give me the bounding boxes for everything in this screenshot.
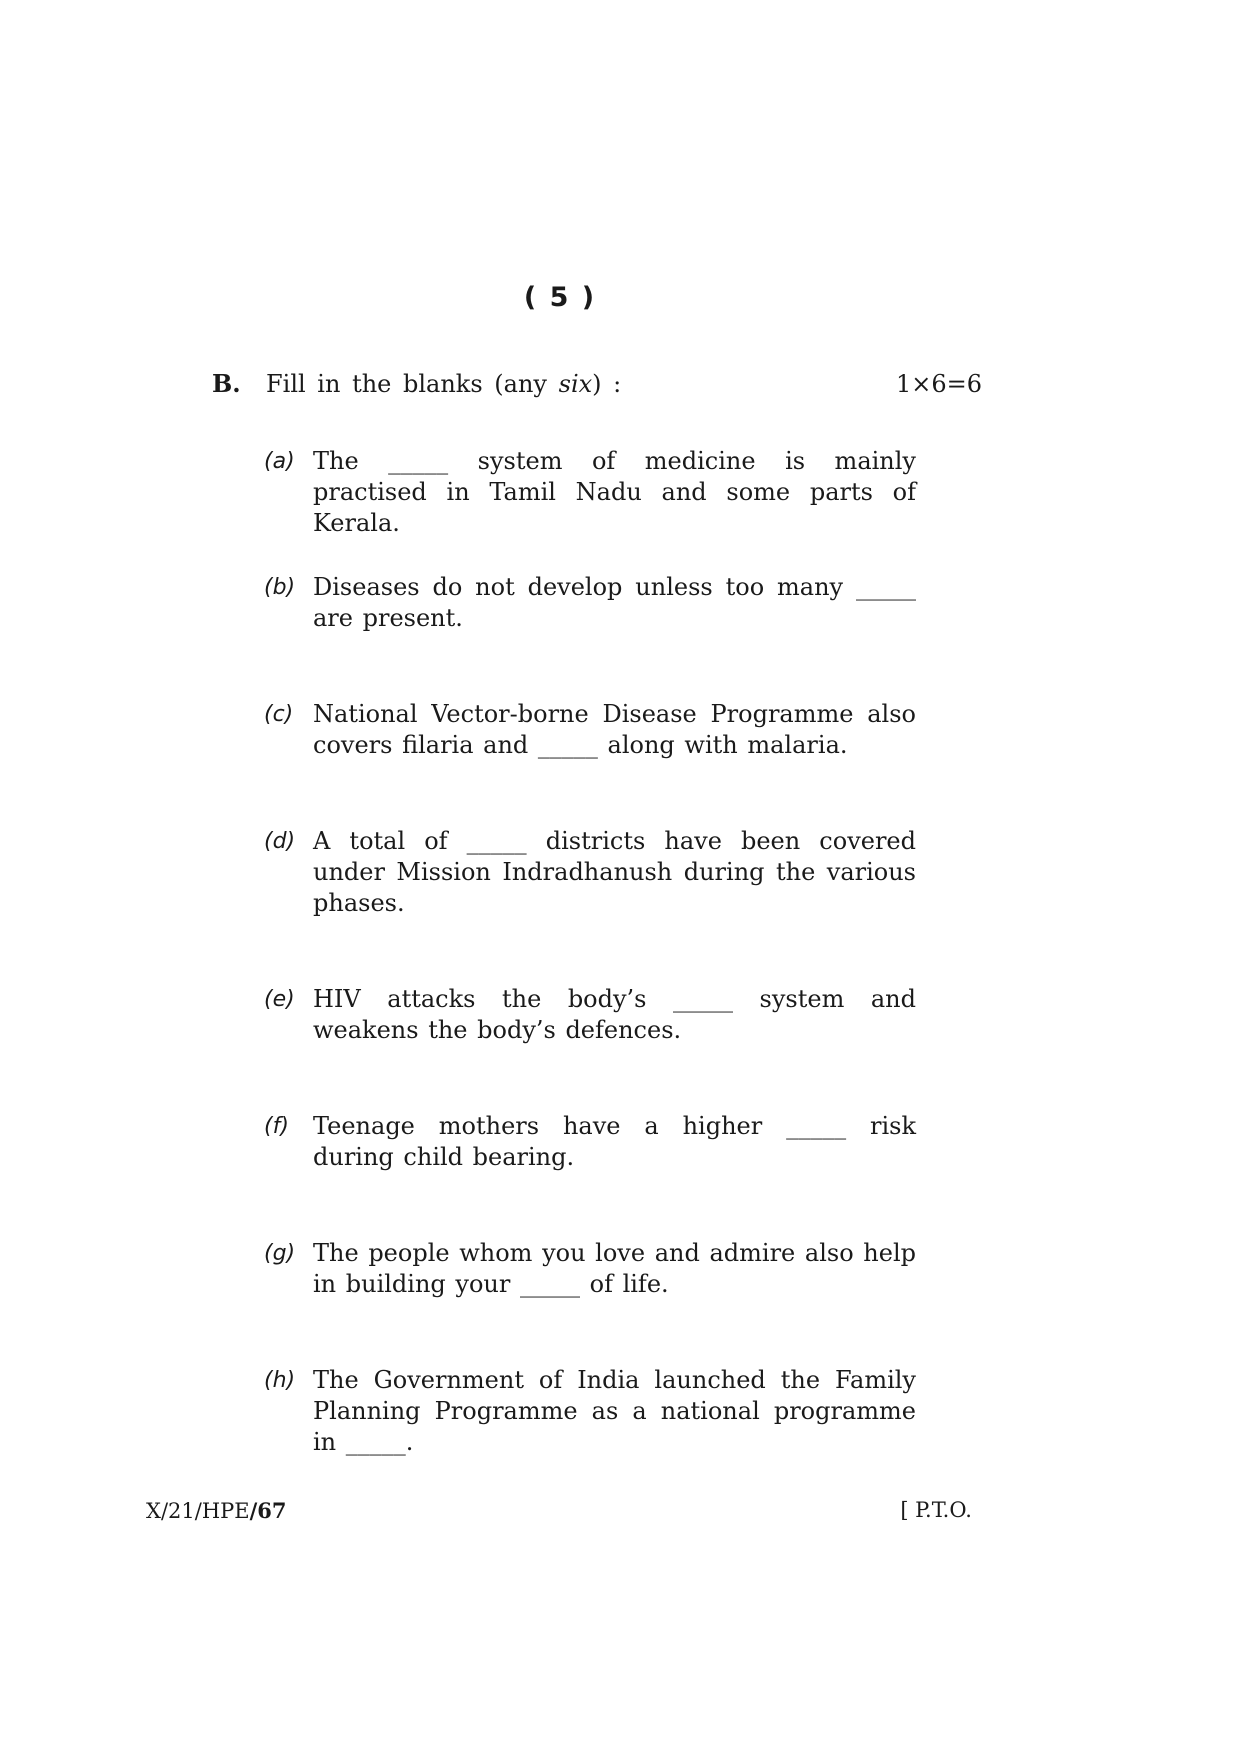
question-label: (b) [264, 575, 296, 600]
question-text: The _____ system of medicine is mainly practised in Tamil Nadu and some parts of Kerala. [313, 447, 916, 537]
paper-code-prefix: X/21/HPE [146, 1499, 250, 1523]
question-item [264, 572, 916, 634]
question-item [264, 826, 916, 919]
pto-label: [ P.T.O. [900, 1498, 972, 1522]
question-label: (f) [264, 1114, 289, 1139]
section-letter: B. [212, 369, 241, 398]
question-label: (c) [264, 702, 294, 727]
section-title [266, 368, 621, 400]
page-number: ( 5 ) [523, 282, 597, 313]
section-title-prefix: Fill in the blanks (any [266, 370, 559, 398]
question-item [264, 1365, 916, 1458]
section-title-emphasis: six [558, 370, 593, 398]
question-item [264, 984, 916, 1046]
question-label: (d) [264, 829, 296, 854]
question-label: (a) [264, 449, 295, 474]
question-text: The people whom you love and admire also help in building your _____ of life. [313, 1239, 916, 1298]
question-text: A total of _____ districts have been covered under Mission Indradhanush during the various phases. [313, 827, 916, 917]
question-item [264, 1111, 916, 1173]
question-text: Teenage mothers have a higher _____ risk during child bearing. [313, 1112, 916, 1171]
question-item [264, 699, 916, 761]
section-title-suffix: ) : [592, 370, 622, 398]
question-item [264, 446, 916, 539]
paper-code-suffix: /67 [249, 1498, 287, 1523]
question-text: HIV attacks the body’s _____ system and weakens the body’s defences. [313, 985, 916, 1044]
question-label: (e) [264, 987, 295, 1012]
question-item [264, 1238, 916, 1300]
question-text: Diseases do not develop unless too many _____ are present. [313, 573, 916, 632]
paper-code [146, 1498, 287, 1523]
question-text: The Government of India launched the Family Planning Programme as a national programme in _____. [313, 1366, 916, 1456]
question-text: National Vector-borne Disease Programme also covers filaria and _____ along with malaria. [313, 700, 916, 759]
question-label: (h) [264, 1368, 296, 1393]
section-marks: 1×6=6 [895, 370, 982, 398]
question-label: (g) [264, 1241, 296, 1266]
